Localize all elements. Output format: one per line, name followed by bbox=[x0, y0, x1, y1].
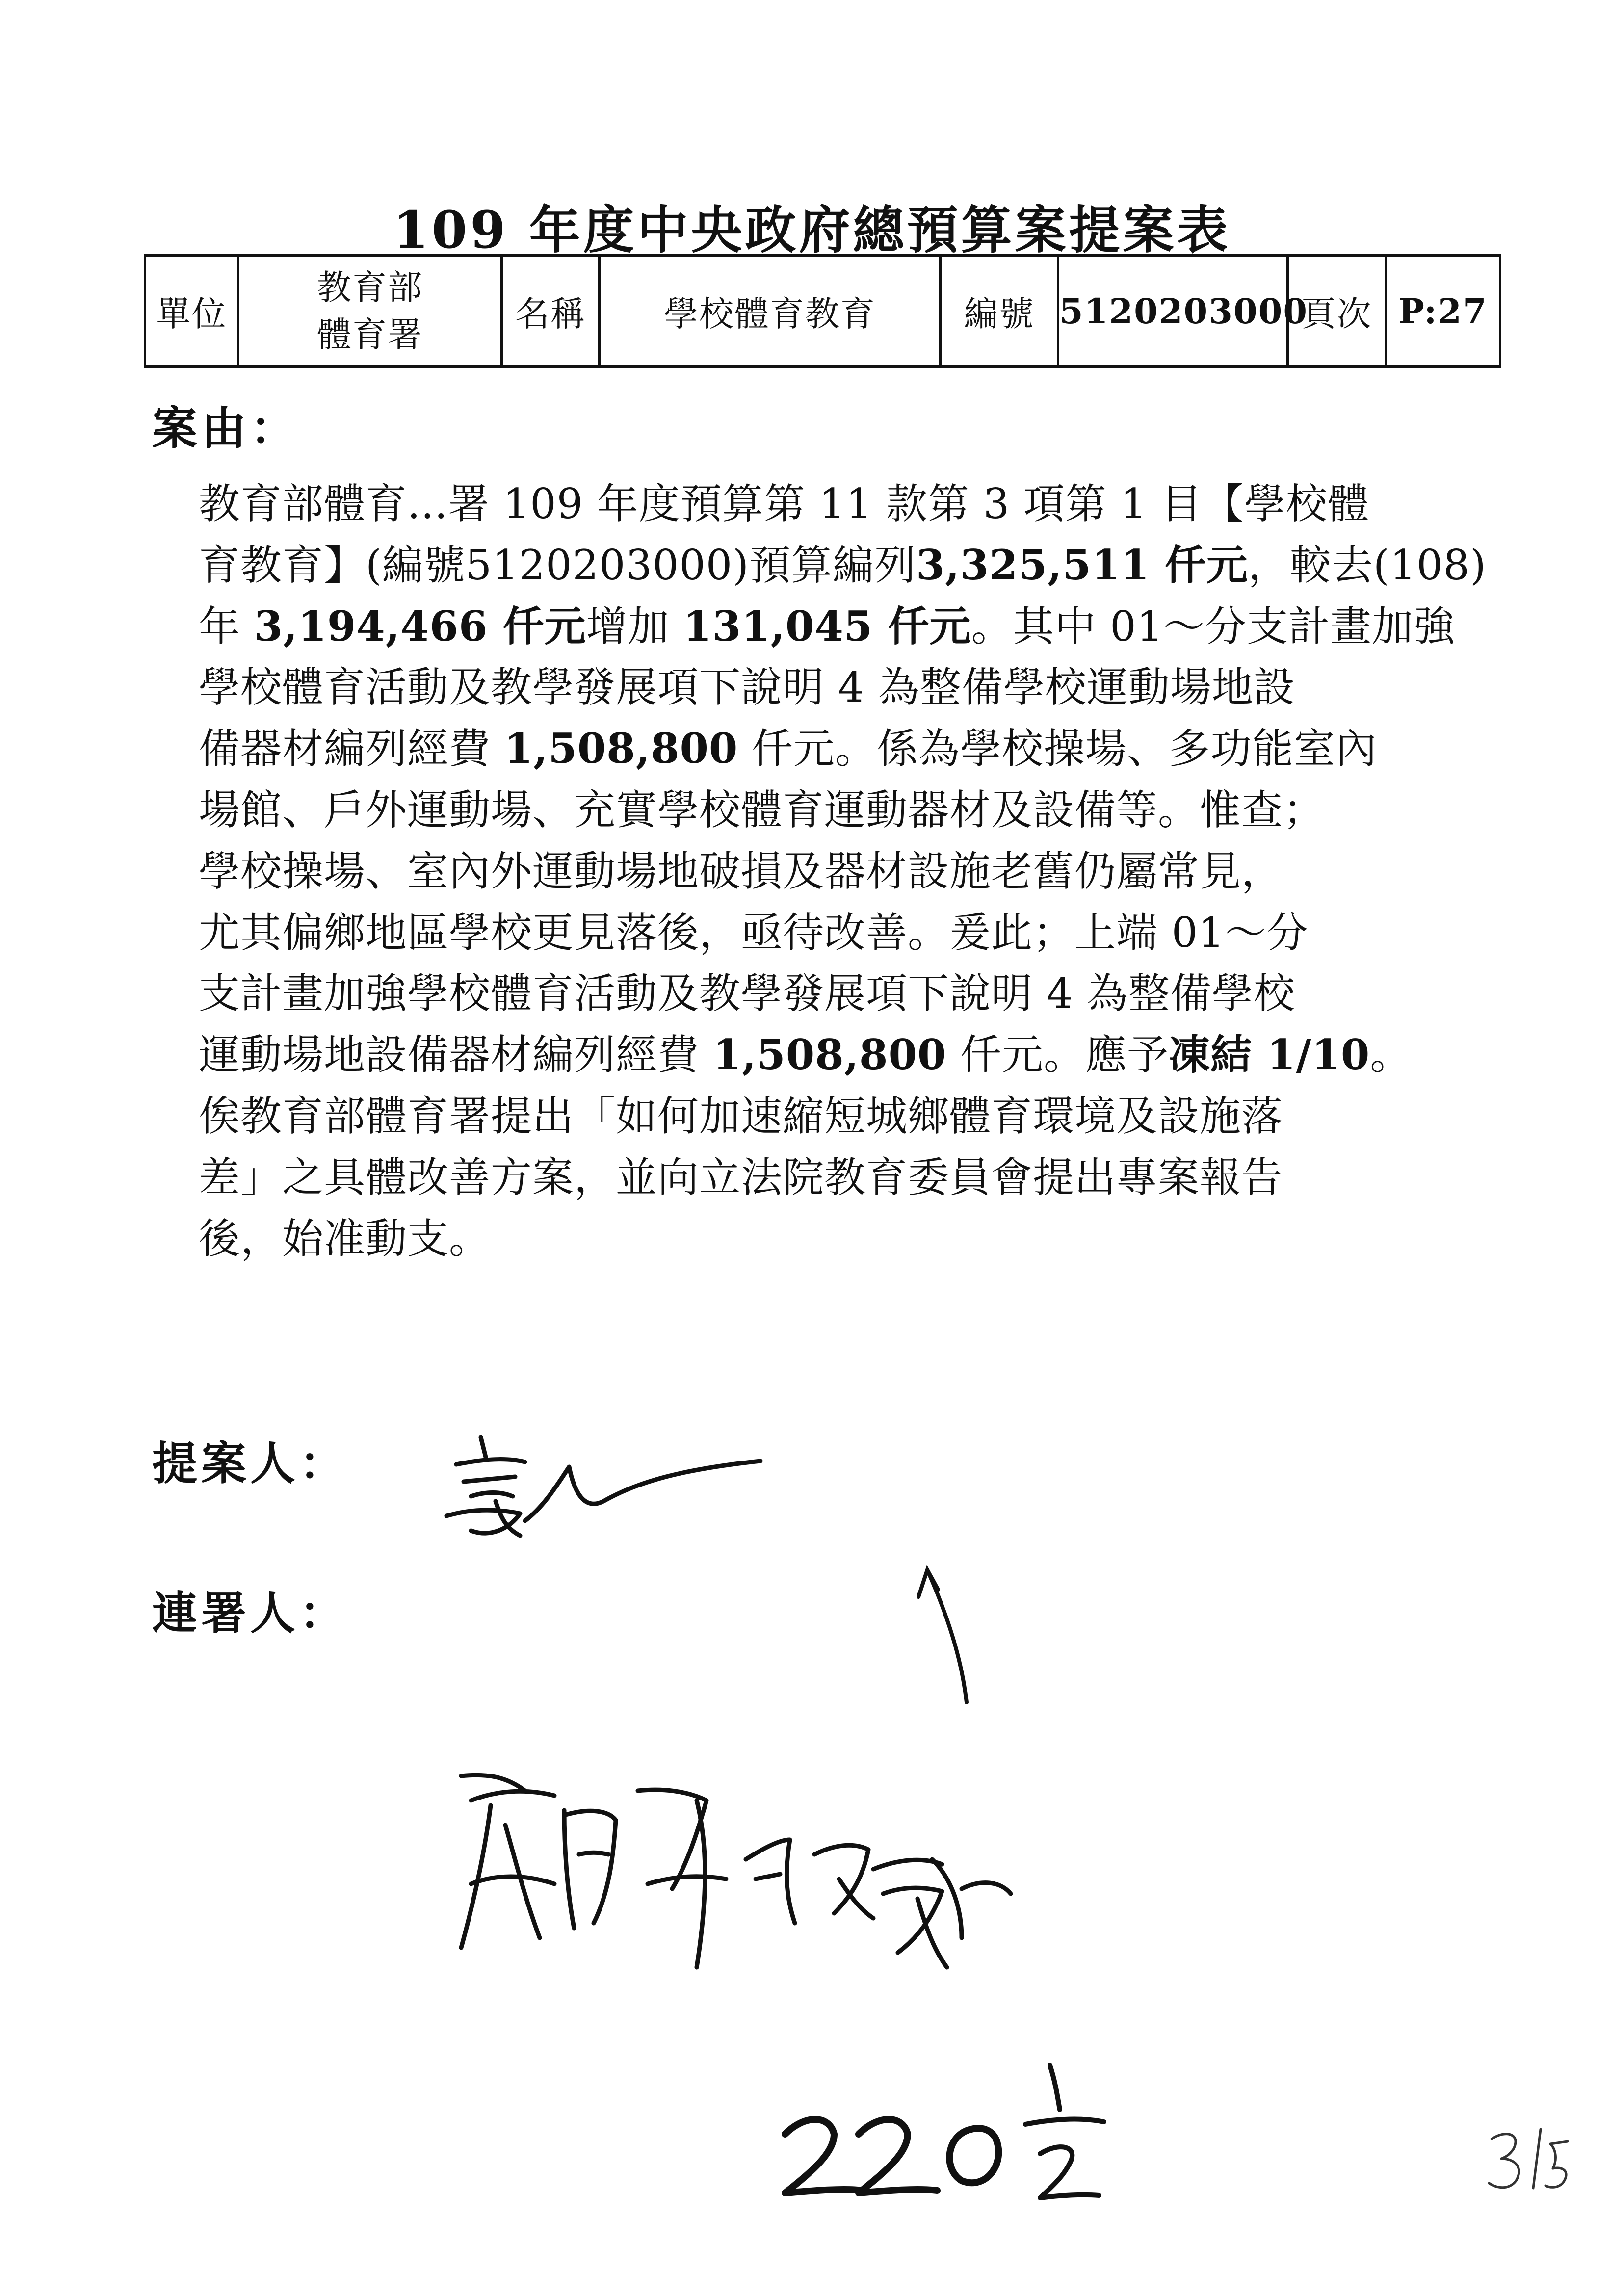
arrow-icon bbox=[908, 1560, 981, 1707]
signature-image bbox=[442, 1761, 1207, 2036]
handwritten-number bbox=[775, 2056, 1119, 2222]
budget-amount: 3,325,511 仟元 bbox=[916, 540, 1248, 589]
body-line-7: 學校操場、室內外運動場地破損及器材設施老舊仍屬常見， bbox=[199, 847, 1283, 895]
body-line-3 bbox=[199, 596, 1494, 657]
body-text-segment: 。 bbox=[1370, 1031, 1412, 1079]
body-text-segment: 增加 bbox=[586, 602, 670, 651]
body-text-segment: 年 bbox=[199, 602, 241, 651]
document-title: 109 年度中央政府總預算案提案表 bbox=[393, 200, 1231, 260]
body-line-5 bbox=[199, 718, 1494, 780]
body-text-segment: 仟元。應予 bbox=[960, 1031, 1169, 1079]
unit-label: 單位 bbox=[145, 256, 238, 367]
name-label: 名稱 bbox=[502, 256, 600, 367]
arrow-mark bbox=[908, 1560, 981, 1707]
page-value bbox=[1386, 256, 1500, 367]
body-line-6: 場館、戶外運動場、充實學校體育運動器材及設備等。惟查； bbox=[199, 785, 1325, 834]
body-line-9: 支計畫加強學校體育活動及教學發展項下說明 4 為整備學校 bbox=[199, 969, 1295, 1018]
cosigner-signature bbox=[442, 1761, 1207, 2036]
name-value: 學校體育教育 bbox=[600, 256, 941, 367]
proposer-label: 提案人： bbox=[152, 1437, 349, 1490]
body-line-1: 教育部體育...署 109 年度預算第 11 款第 3 項第 1 目【學校體 bbox=[199, 480, 1369, 528]
equipment-amount: 1,508,800 bbox=[504, 724, 738, 773]
signature-image bbox=[427, 1423, 770, 1550]
previous-budget-amount: 3,194,466 仟元 bbox=[254, 601, 586, 651]
code-value-text: 5120203000 bbox=[1059, 290, 1309, 332]
reason-label: 案由： bbox=[152, 402, 300, 455]
cosigner-label: 連署人： bbox=[152, 1587, 349, 1640]
freeze-ratio: 凍結 1/10 bbox=[1169, 1030, 1370, 1079]
increase-amount: 131,045 仟元 bbox=[683, 601, 971, 651]
body-line-8: 尤其偏鄉地區學校更見落後，亟待改善。爰此；上端 01～分 bbox=[199, 908, 1309, 957]
number-writing bbox=[775, 2056, 1119, 2222]
body-line-4: 學校體育活動及教學發展項下說明 4 為整備學校運動場地設 bbox=[199, 663, 1295, 712]
body-line-10 bbox=[199, 1024, 1494, 1086]
body-text-segment: ，較去(108) bbox=[1248, 541, 1487, 589]
body-text-segment: 備器材編列經費 bbox=[199, 725, 491, 773]
body-line-13: 後，始准動支。 bbox=[199, 1214, 491, 1263]
body-text-segment: 。其中 01～分支計畫加強 bbox=[971, 602, 1456, 651]
body-text-segment: 運動場地設備器材編列經費 bbox=[199, 1031, 700, 1079]
unit-value-line1: 教育部 bbox=[317, 267, 423, 308]
equipment-amount: 1,508,800 bbox=[712, 1030, 947, 1079]
unit-value bbox=[238, 256, 502, 367]
body-line-2 bbox=[199, 535, 1494, 596]
page-label: 頁次 bbox=[1288, 256, 1386, 367]
page-value-text: P:27 bbox=[1398, 290, 1488, 332]
page-mark bbox=[1482, 2119, 1580, 2198]
page-mark-writing bbox=[1482, 2119, 1580, 2198]
body-line-11: 俟教育部體育署提出「如何加速縮短城鄉體育環境及設施落 bbox=[199, 1092, 1283, 1140]
unit-value-line2: 體育署 bbox=[317, 314, 423, 355]
proposer-signature bbox=[427, 1423, 770, 1550]
reason-body bbox=[199, 473, 1494, 1269]
body-text-segment: 仟元。係為學校操場、多功能室內 bbox=[752, 725, 1378, 773]
body-text-segment: 育教育】(編號5120203000)預算編列 bbox=[199, 541, 916, 589]
code-label: 編號 bbox=[941, 256, 1058, 367]
code-value bbox=[1058, 256, 1309, 367]
header-table bbox=[144, 254, 1501, 368]
body-line-12: 差」之具體改善方案，並向立法院教育委員會提出專案報告 bbox=[199, 1153, 1283, 1201]
